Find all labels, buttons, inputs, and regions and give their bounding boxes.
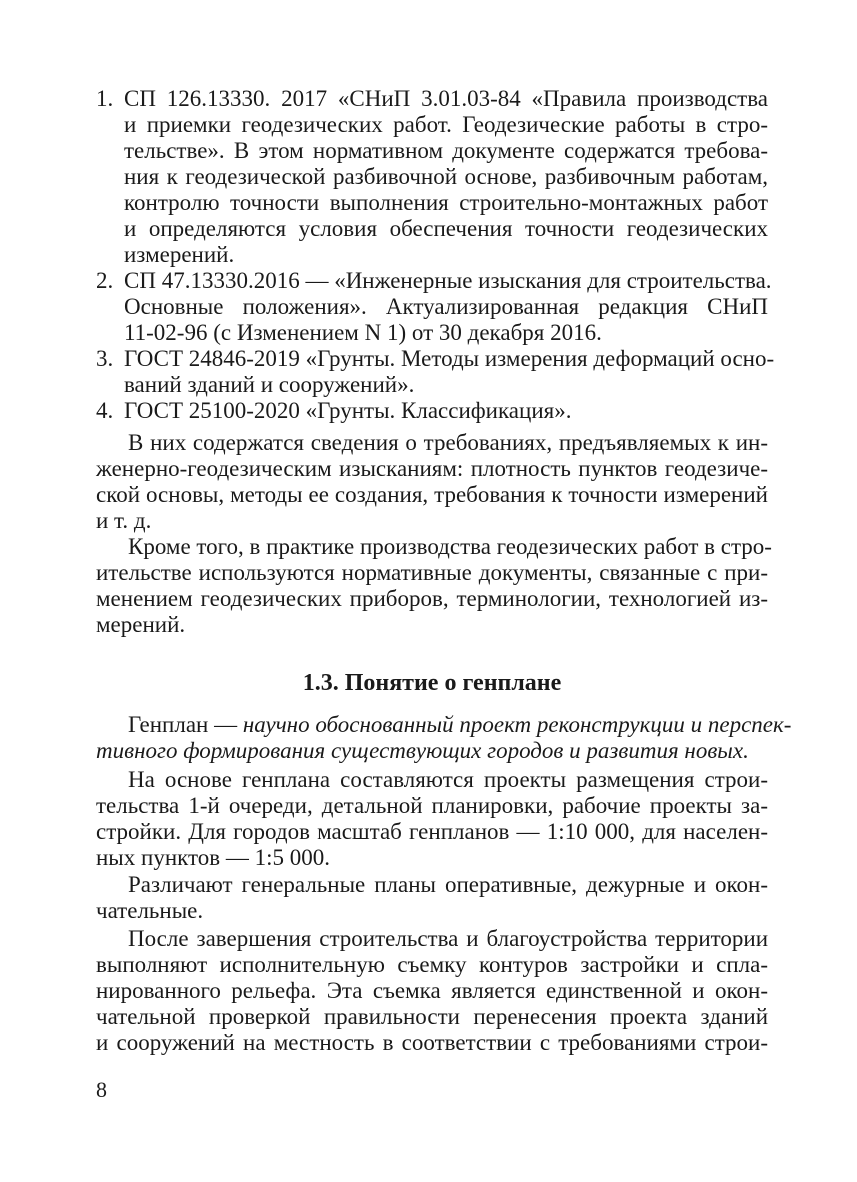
paragraph-line: нированного рельефа. Эта съемка является единственной и окон- bbox=[96, 978, 768, 1003]
paragraph-line: и сооружений на местность в соответствии с требованиями строи- bbox=[96, 1030, 768, 1055]
paragraph-definition bbox=[96, 712, 792, 764]
paragraph-types bbox=[96, 872, 768, 924]
reference-1-line-4: ния к геодезической разбивочной основе, разбивочным работам, bbox=[124, 164, 768, 189]
reference-1-line-2: и приемки геодезических работ. Геодезические работы в стро- bbox=[124, 112, 768, 137]
paragraph-line: мерений. bbox=[96, 612, 186, 637]
paragraph-practice bbox=[96, 534, 772, 638]
definition-text: научно обоснованный проект реконструкции и перспек- bbox=[242, 712, 792, 737]
reference-1-line-1 bbox=[96, 86, 768, 112]
paragraph-requirements bbox=[96, 430, 768, 534]
reference-1-line-5: контролю точности выполнения строительно-монтажных работ bbox=[124, 190, 768, 215]
paragraph-line: Кроме того, в практике производства геодезических работ в стро- bbox=[128, 534, 772, 559]
paragraph-line: ительстве используются нормативные документы, связанные с при- bbox=[96, 560, 768, 585]
paragraph-line: выполняют исполнительную съемку контуров застройки и спла- bbox=[96, 952, 768, 977]
paragraph-line: стройки. Для городов масштаб генпланов — 1:10 000, для населен- bbox=[96, 819, 768, 844]
paragraph-after-construction bbox=[96, 926, 768, 1056]
reference-text: ГОСТ 25100-2020 «Грунты. Классификация». bbox=[124, 398, 572, 423]
paragraph-line: тельства 1-й очереди, детальной планировки, рабочие проекты за- bbox=[96, 793, 768, 818]
definition-text: тивного формирования существующих городов и развития новых. bbox=[96, 738, 749, 763]
paragraph-line: На основе генплана составляются проекты размещения строи- bbox=[128, 767, 768, 792]
reference-text: СП 126.13330. 2017 «СНиП 3.01.03-84 «Правила производства bbox=[124, 86, 768, 111]
page-number: 8 bbox=[96, 1077, 107, 1102]
reference-number-2: 2. bbox=[96, 268, 114, 293]
paragraph-line: В них содержатся сведения о требованиях, предъявляемых к ин- bbox=[128, 430, 768, 455]
definition-term: Генплан — bbox=[128, 712, 243, 737]
paragraph-line: После завершения строительства и благоустройства территории bbox=[128, 926, 768, 951]
paragraph-line: менением геодезических приборов, терминологии, технологией из- bbox=[96, 586, 768, 611]
reference-2-line-2: Основные положения». Актуализированная редакция СНиП bbox=[124, 294, 768, 319]
reference-1-line-6: и определяются условия обеспечения точности геодезических bbox=[124, 216, 768, 241]
paragraph-line: женерно-геодезическим изысканиям: плотность пунктов геодезиче- bbox=[96, 456, 768, 481]
reference-4-line-1 bbox=[96, 398, 768, 424]
reference-2-line-3: 11-02-96 (с Изменением N 1) от 30 декабря 2016. bbox=[124, 320, 602, 345]
paragraph-line: и т. д. bbox=[96, 508, 152, 533]
reference-1-line-7: измерений. bbox=[124, 242, 235, 267]
section-heading: 1.3. Понятие о генплане bbox=[302, 670, 562, 696]
reference-number-1: 1. bbox=[96, 86, 114, 111]
reference-1-line-3: тельстве». В этом нормативном документе содержатся требова- bbox=[124, 138, 768, 163]
reference-2-line-1 bbox=[96, 268, 772, 294]
reference-number-4: 4. bbox=[96, 398, 114, 423]
definition-line-2 bbox=[96, 738, 768, 764]
paragraph-line: ской основы, методы ее создания, требования к точности измерений bbox=[96, 482, 768, 507]
reference-number-3: 3. bbox=[96, 346, 114, 371]
reference-list bbox=[96, 86, 775, 424]
paragraph-basis bbox=[96, 767, 768, 871]
reference-text: ГОСТ 24846-2019 «Грунты. Методы измерения деформаций осно- bbox=[124, 346, 775, 371]
paragraph-line: ных пунктов — 1:5 000. bbox=[96, 845, 330, 870]
paragraph-line: Различают генеральные планы оперативные, дежурные и окон- bbox=[128, 872, 768, 897]
reference-3-line-2: ваний зданий и сооружений». bbox=[124, 372, 415, 397]
reference-text: СП 47.13330.2016 — «Инженерные изыскания для строительства. bbox=[124, 268, 772, 293]
definition-line-1 bbox=[96, 712, 792, 738]
reference-3-line-1 bbox=[96, 346, 775, 372]
paragraph-line: чательные. bbox=[96, 898, 204, 923]
paragraph-line: чательной проверкой правильности перенесения проекта зданий bbox=[96, 1004, 768, 1029]
